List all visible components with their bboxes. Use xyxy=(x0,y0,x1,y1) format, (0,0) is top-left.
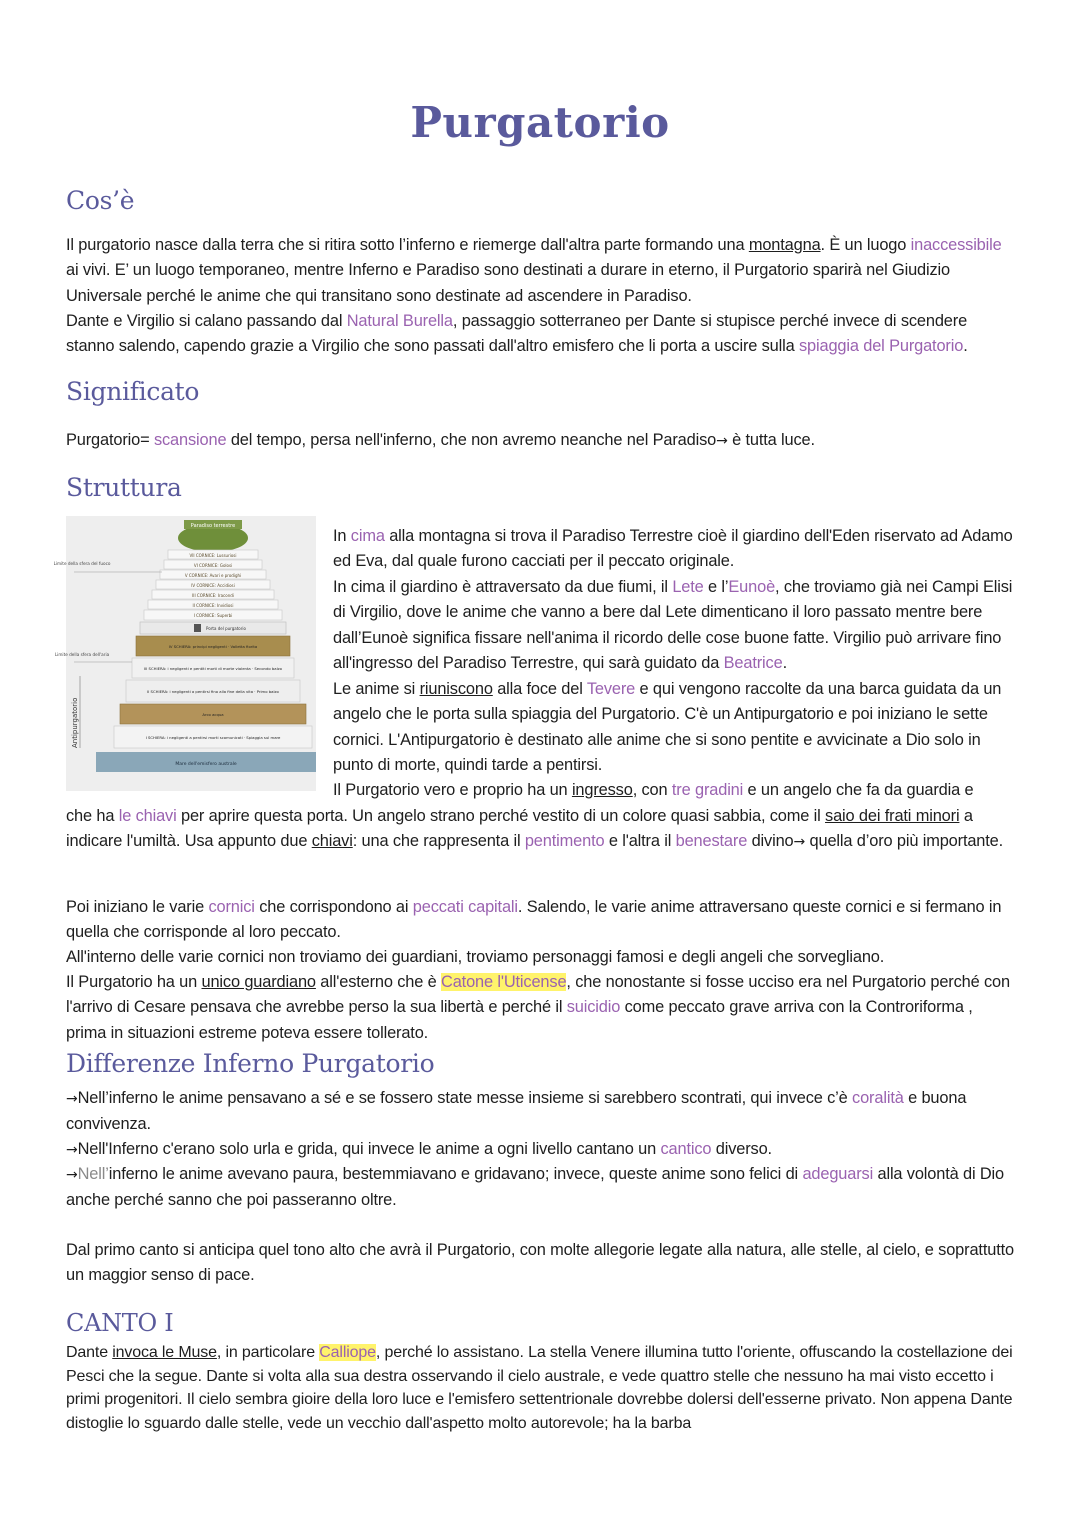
heading-cose: Cos’è xyxy=(66,186,135,215)
svg-text:II SCHIERA: i negligenti a pen: II SCHIERA: i negligenti a pentirsi fino alla fine della vita · Primo balzo xyxy=(147,689,279,694)
svg-text:I SCHIERA: i negligenti a pent: I SCHIERA: i negligenti a pentirsi morti scomunicati · Spiaggia sul mare xyxy=(145,735,281,740)
svg-text:Limite della sfera del fuoco: Limite della sfera del fuoco xyxy=(53,561,111,566)
paragraph-struttura-2: In cima il giardino è attraversato da due fiumi, il Lete e l’Eunoè, che troviamo già nei Campi Elisi di Virgilio, dove le anime che vanno a bere dal Lete dimenticano il loro passato mentre bere dall’Eunoè significa fissare nell'anima il ricordo delle cose buone fatte. Virgilio può arrivare fino all'ingresso del Paradiso Terrestre, qui sarà guidato da Beatrice. xyxy=(333,578,1013,673)
svg-text:Antipurgatorio: Antipurgatorio xyxy=(71,697,79,748)
diagram-top-label: Paradiso terrestre xyxy=(190,523,236,529)
heading-differenze: Differenze Inferno Purgatorio xyxy=(66,1049,435,1078)
paragraph-struttura-3: Le anime si riuniscono alla foce del Tevere e qui vengono raccolte da una barca guidata da un angelo che le porta sulla spiaggia del Purgatorio. C'è un Antipurgatorio e poi iniziano le sette cornici. L'Antipurgatorio è destinato alle anime che si sono pentite e avvicinate a Dio solo in punto di morte, quindi tarde a pentirsi. xyxy=(333,680,1002,775)
heading-struttura: Struttura xyxy=(66,473,182,502)
svg-text:IV SCHIERA: principi negligent: IV SCHIERA: principi negligenti · Valletta fiorita xyxy=(168,644,258,649)
differenze-item-2: →Nell'Inferno c'erano solo urla e grida, qui invece le anime a ogni livello cantano un cantico diverso. xyxy=(66,1140,772,1158)
paragraph-cose-2: Dante e Virgilio si calano passando dal Natural Burella, passaggio sotterraneo per Dante si stupisce perché invece di scendere stanno salendo, capendo grazie a Virgilio che sono passati dall'altro emisfero che li porta a uscire sulla spiaggia del Purgatorio. xyxy=(66,312,968,356)
svg-text:V CORNICE: Avari e prodighi: V CORNICE: Avari e prodighi xyxy=(184,573,242,578)
svg-text:II CORNICE: Invidiosi: II CORNICE: Invidiosi xyxy=(192,603,234,608)
differenze-item-1: →Nell’inferno le anime pensavano a sé e se fossero state messe insieme si sarebbero scontrati, qui invece c’è coralità e buona convivenza. xyxy=(66,1089,967,1134)
paragraph-struttura-6: All'interno delle varie cornici non troviamo dei guardiani, troviamo personaggi famosi e degli angeli che sorvegliano. xyxy=(66,948,885,966)
paragraph-struttura-5: Poi iniziano le varie cornici che corrispondono ai peccati capitali. Salendo, le varie anime attraversano queste cornici e si fermano in quella che corrisponde al loro peccato. xyxy=(66,898,1002,942)
paragraph-struttura-4a: Il Purgatorio vero e proprio ha un ingresso, con tre gradini e un angelo che fa da guardia e xyxy=(333,781,974,799)
svg-text:VII CORNICE: Lussuriosi: VII CORNICE: Lussuriosi xyxy=(189,553,237,558)
svg-text:IV CORNICE: Accidiosi: IV CORNICE: Accidiosi xyxy=(191,583,235,588)
paragraph-struttura-1: In cima alla montagna si trova il Paradiso Terrestre cioè il giardino dell'Eden riservato ad Adamo ed Eva, dal quale furono cacciati per il peccato originale. xyxy=(333,527,1013,571)
svg-text:Mare dell'emisfero australe: Mare dell'emisfero australe xyxy=(175,762,237,767)
page-title: Purgatorio xyxy=(410,98,670,147)
heading-significato: Significato xyxy=(66,377,200,406)
differenze-item-3: →Nell’inferno le anime avevano paura, bestemmiavano e gridavano; invece, queste anime sono felici di adeguarsi alla volontà di Dio anche perché sanno che poi passeranno oltre. xyxy=(66,1165,1005,1210)
paragraph-differenze-2: Dal primo canto si anticipa quel tono alto che avrà il Purgatorio, con molte allegorie legate alla natura, alle stelle, al cielo, e soprattutto un maggior senso di pace. xyxy=(66,1241,1014,1285)
paragraph-struttura-7: Il Purgatorio ha un unico guardiano all'esterno che è Catone l'Uticense, che nonostante si fosse ucciso era nel Purgatorio perché con l'arrivo di Cesare pensava che avrebbe perso la sua libertà e perché il suicidio come peccato grave arriva con la Controriforma , prima in situazioni estreme poteva essere tollerato. xyxy=(66,973,1010,1042)
paragraph-significato: Purgatorio= scansione del tempo, persa nell'inferno, che non avremo neanche nel Paradiso→ è tutta luce. xyxy=(66,431,815,449)
purgatorio-mountain-diagram xyxy=(53,516,316,791)
svg-text:Porta del purgatorio: Porta del purgatorio xyxy=(206,626,246,631)
paragraph-cose-1: Il purgatorio nasce dalla terra che si ritira sotto l’inferno e riemerge dall'altra parte formando una montagna. È un luogo inaccessibile ai vivi. E’ un luogo temporaneo, mentre Inferno e Paradiso sono destinati a durare in eterno, il Purgatorio sparirà nel Giudizio Universale perché le anime che qui transitano sono destinate ad ascendere in Paradiso. xyxy=(66,236,1002,305)
paragraph-canto-i: Dante invoca le Muse, in particolare Calliope, perché lo assistano. La stella Venere illumina tutto l'oriente, offuscando la costellazione dei Pesci che la segue. Dante si volta alla sua destra osservando il cielo australe, e vede quattro stelle che nessuno ha mai visto eccetto i primi progenitori. Il cielo sembra gioire della loro luce e l'emisfero settentrionale dovrebbe dolersi dell'esserne privato. Non appena Dante distoglie lo sguardo dalle stelle, vede un vecchio dall'aspetto molto autorevole; ha la barba xyxy=(66,1344,1013,1432)
svg-text:VI CORNICE: Golosi: VI CORNICE: Golosi xyxy=(193,563,233,568)
svg-text:III CORNICE: Iracondi: III CORNICE: Iracondi xyxy=(192,593,234,598)
paragraph-struttura-4b: che ha le chiavi per aprire questa porta. Un angelo strano perché vestito di un colore quasi sabbia, come il saio dei frati minori a indicare l'umiltà. Usa appunto due chiavi: una che rappresenta il pentimento e l'altra il benestare divino→ quella d’oro più importante. xyxy=(66,807,1004,851)
heading-canto-i: CANTO I xyxy=(66,1309,174,1337)
svg-text:III SCHIERA: i negligenti e pe: III SCHIERA: i negligenti e pentiti morti di morte violenta · Secondo balzo xyxy=(143,666,283,671)
svg-text:Limite della sfera dell'aria: Limite della sfera dell'aria xyxy=(54,652,110,657)
svg-text:I CORNICE: Superbi: I CORNICE: Superbi xyxy=(193,613,233,618)
svg-text:Arco acqua: Arco acqua xyxy=(202,712,224,717)
